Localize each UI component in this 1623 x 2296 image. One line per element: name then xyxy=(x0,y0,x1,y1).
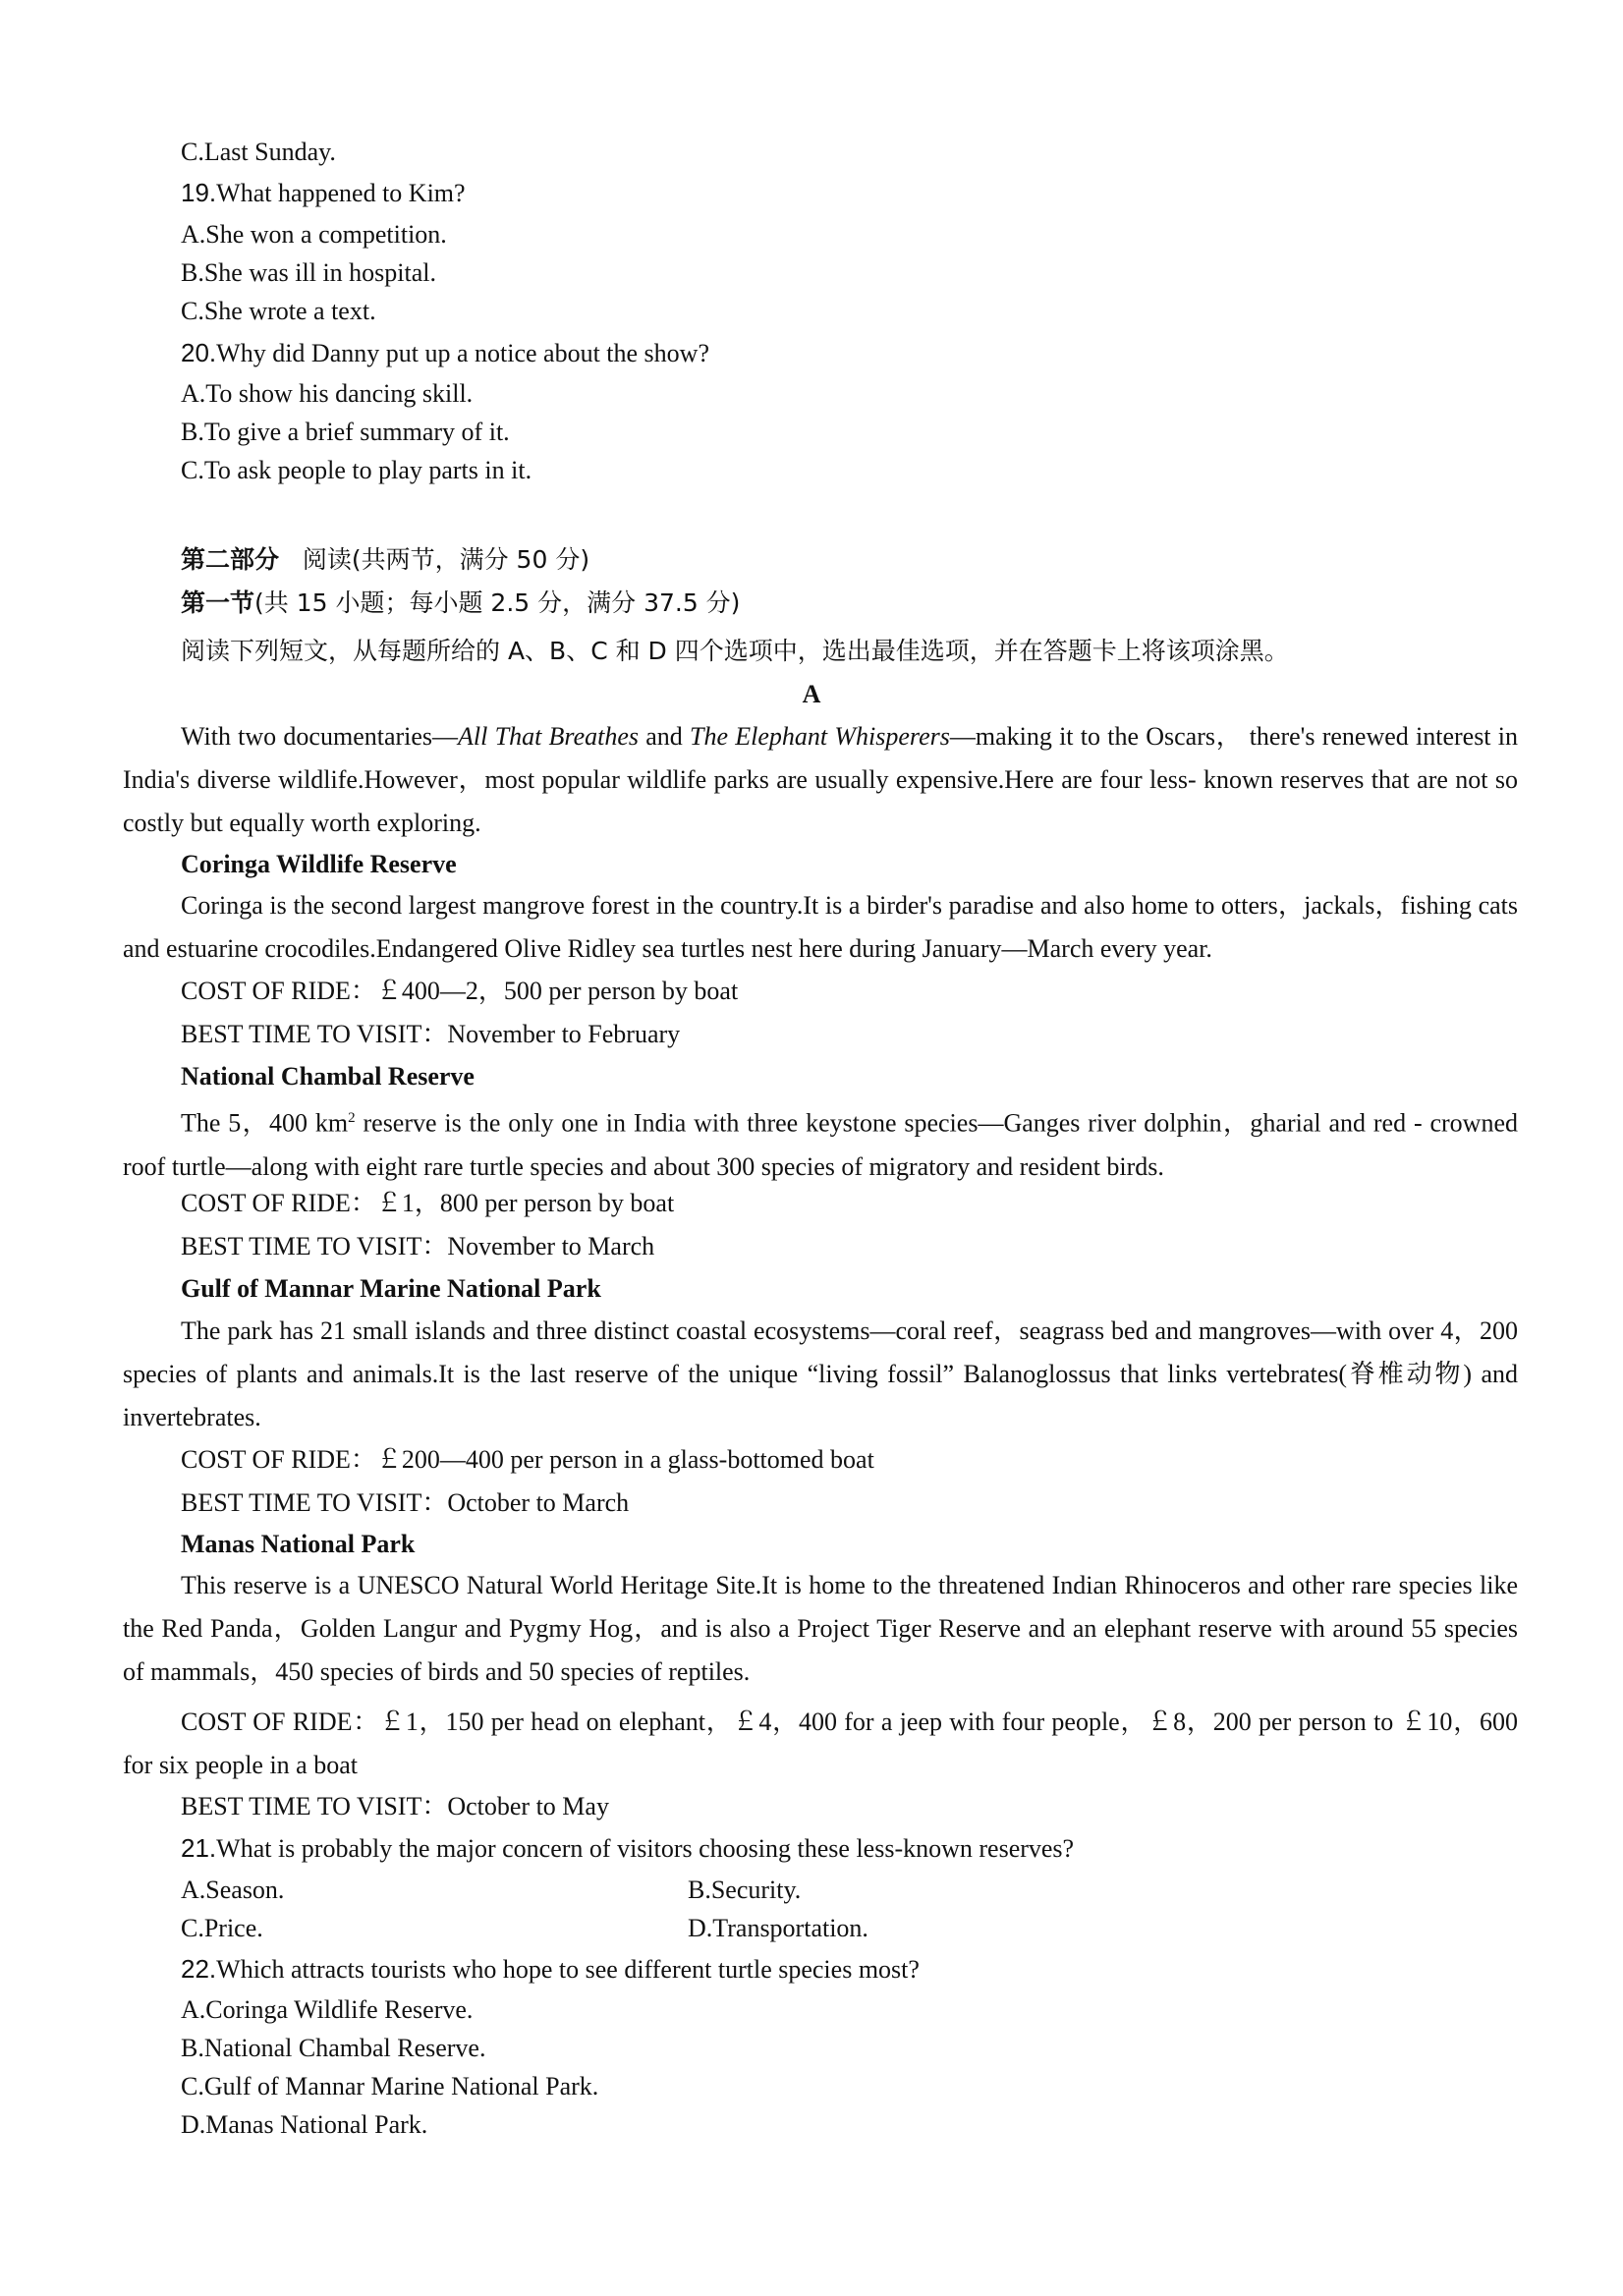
documentary-title-2: The Elephant Whisperers xyxy=(690,722,950,751)
manas-heading: Manas National Park xyxy=(181,1530,416,1558)
q21-option-c: C.Price. xyxy=(181,1914,263,1942)
q19-text: What happened to Kim? xyxy=(216,179,466,207)
coringa-text: Coringa is the second largest mangrove forest in the country.It is a birder's paradise and also home to otters，jackals，fishing cats and estuarine crocodiles.Endangered Olive Ridley sea turtles nest here during January—March every year. xyxy=(123,891,1518,963)
q21-option-d: D.Transportation. xyxy=(688,1914,868,1942)
mannar-heading: Gulf of Mannar Marine National Park xyxy=(181,1274,601,1303)
q21-number: 21. xyxy=(181,1833,217,1863)
q22-option-a: A.Coringa Wildlife Reserve. xyxy=(181,1995,474,2024)
reading-instruction: 阅读下列短文，从每题所给的 A、B、C 和 D 四个选项中，选出最佳选项，并在答题卡上将该项涂黑。 xyxy=(181,637,1289,665)
q22-option-c: C.Gulf of Mannar Marine National Park. xyxy=(181,2072,599,2100)
chambal-superscript: 2 xyxy=(348,1110,356,1126)
q20-option-b: B.To give a brief summary of it. xyxy=(181,418,510,446)
q22-option-d: D.Manas National Park. xyxy=(181,2110,428,2139)
coringa-best-time: BEST TIME TO VISIT：November to February xyxy=(181,1020,681,1048)
intro-text-1: With two documentaries— xyxy=(181,722,459,751)
manas-best-time: BEST TIME TO VISIT：October to May xyxy=(181,1792,609,1820)
q20-option-a: A.To show his dancing skill. xyxy=(181,379,474,408)
manas-text: This reserve is a UNESCO Natural World Heritage Site.It is home to the threatened Indian Rhinoceros and other rare species like the Red Panda，Golden Langur and Pygmy Hog，and is also a Project Tiger Reserve and an elephant reserve with around 55 species of mammals，450 species of birds and 50 species of reptiles. xyxy=(123,1571,1518,1686)
mannar-cost: COST OF RIDE：￡200—400 per person in a glass-bottomed boat xyxy=(181,1445,874,1474)
manas-cost: COST OF RIDE：￡1，150 per head on elephant，￡4，400 for a jeep with four people，￡8，200 per person to ￡10，600 for six people in a boat xyxy=(123,1708,1518,1779)
section1-title-bold: 第一节 xyxy=(181,588,255,617)
q21-stem xyxy=(181,1833,1074,1864)
coringa-heading: Coringa Wildlife Reserve xyxy=(181,850,457,878)
q21-option-b: B.Security. xyxy=(688,1876,802,1904)
chambal-cost: COST OF RIDE：￡1，800 per person by boat xyxy=(181,1189,675,1217)
q22-stem xyxy=(181,1954,920,1985)
passage-intro xyxy=(123,715,1518,845)
q20-number: 20. xyxy=(181,338,217,367)
passage-label: A xyxy=(802,680,821,708)
q20-stem xyxy=(181,338,709,368)
q19-number: 19. xyxy=(181,178,217,207)
mannar-text: The park has 21 small islands and three distinct coastal ecosystems—coral reef，seagrass bed and mangroves—with over 4，200 species of plants and animals.It is the last reserve of the unique “living fossil” Balanoglossus that links vertebrates(脊椎动物) and invertebrates. xyxy=(123,1316,1518,1431)
q21-text: What is probably the major concern of visitors choosing these less-known reserves? xyxy=(216,1834,1075,1863)
q20-text: Why did Danny put up a notice about the show? xyxy=(216,339,709,367)
coringa-cost: COST OF RIDE：￡400—2，500 per person by boat xyxy=(181,977,739,1005)
q19-stem xyxy=(181,178,466,208)
chambal-heading: National Chambal Reserve xyxy=(181,1062,475,1091)
mannar-best-time: BEST TIME TO VISIT：October to March xyxy=(181,1488,630,1517)
chambal-text xyxy=(123,1096,1518,1189)
part2-title-bold: 第二部分 xyxy=(181,545,280,574)
chambal-text-1: The 5，400 km xyxy=(181,1108,349,1138)
chambal-best-time: BEST TIME TO VISIT：November to March xyxy=(181,1232,655,1260)
intro-text-3: —making it to the Oscars， there's renewed interest in India's diverse wildlife.However，most popular wildlife parks are usually expensive.Here are four less- known reserves that are not so costly but equally worth exploring. xyxy=(123,722,1518,837)
q22-text: Which attracts tourists who hope to see different turtle species most? xyxy=(216,1955,920,1984)
section1-title xyxy=(181,588,740,618)
q19-option-c: C.She wrote a text. xyxy=(181,297,376,325)
part2-title xyxy=(181,545,589,575)
q20-option-c: C.To ask people to play parts in it. xyxy=(181,456,532,484)
q22-option-b: B.National Chambal Reserve. xyxy=(181,2034,486,2062)
chambal-text-2: reserve is the only one in India with three keystone species—Ganges river dolphin，gharial and red - crowned roof turtle—along with eight rare turtle species and about 300 species of migratory and resident birds. xyxy=(123,1108,1518,1181)
q19-option-b: B.She was ill in hospital. xyxy=(181,258,436,287)
section1-title-rest: (共 15 小题；每小题 2.5 分，满分 37.5 分) xyxy=(254,588,741,617)
intro-text-2: and xyxy=(639,722,691,751)
q22-number: 22. xyxy=(181,1954,217,1984)
q18-option-c: C.Last Sunday. xyxy=(181,138,336,166)
part2-title-rest: 阅读(共两节，满分 50 分) xyxy=(302,545,590,574)
documentary-title-1: All That Breathes xyxy=(458,722,639,751)
q21-option-a: A.Season. xyxy=(181,1876,285,1904)
q19-option-a: A.She won a competition. xyxy=(181,220,447,249)
